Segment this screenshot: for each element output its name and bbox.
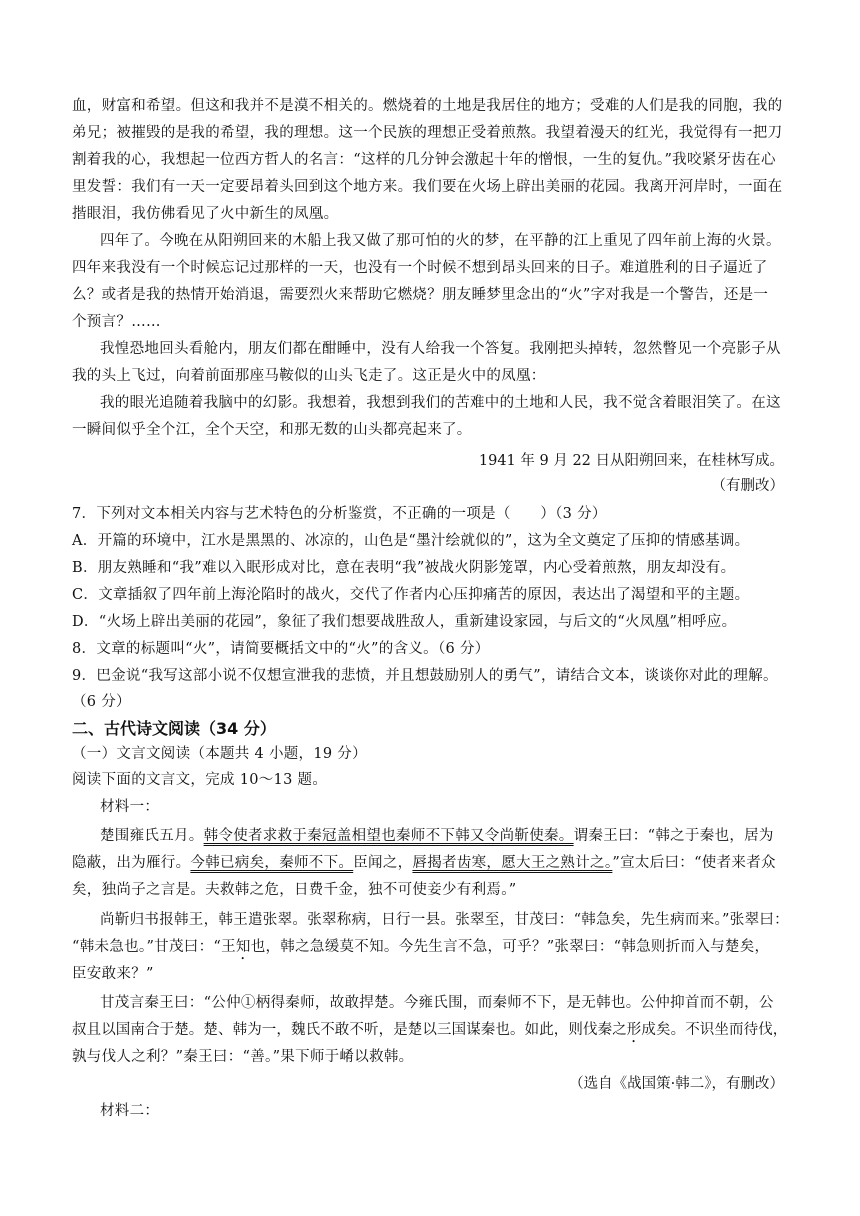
passage-line: 么？或者是我的热情开始消退，需要烈火来帮助它燃烧？朋友睡梦里念出的“火”字对我是一个警告，还是一 xyxy=(72,287,769,303)
dotted-character: 知 xyxy=(235,939,251,955)
question-7-option-c: C．文章插叙了四年前上海沦陷时的战火，交代了作者内心压抑痛苦的原因，表达出了渴望和平的主题。 xyxy=(72,587,750,603)
passage-line: 里发誓：我们有一天一定要昂着头回到这个地方来。我们要在火场上辟出美丽的花园。我离开河岸时，一面在 xyxy=(72,179,783,195)
text-segment: “韩未急也。”甘茂曰：“王 xyxy=(72,939,236,955)
material-source: （选自《战国策·韩二》，有删改） xyxy=(569,1076,784,1092)
passage-date: 1941 年 9 月 22 日从阳朔回来，在桂林写成。 xyxy=(478,453,784,469)
question-9: 9．巴金说“我写这部小说不仅想宣泄我的悲愤，并且想鼓励别人的勇气”，请结合文本，谈谈你对此的理解。 xyxy=(72,668,778,684)
passage-line: 我的眼光追随着我脑中的幻影。我想着，我想到我们的苦难中的土地和人民，我不觉含着眼泪笑了。在这 xyxy=(100,395,781,411)
classical-text-line xyxy=(72,1020,787,1040)
text-segment: 臣闻之， xyxy=(353,855,413,871)
passage-line: 一瞬间似乎全个江，全个天空，和那无数的山头都亮起来了。 xyxy=(72,422,472,438)
underlined-sentence: 韩令使者求救于秦冠盖相望也秦师不下韩又令尚靳使秦。 xyxy=(203,828,574,844)
passage-line: 我的头上飞过，向着前面那座马鞍似的山头飞走了。这正是火中的凤凰： xyxy=(72,368,546,384)
text-segment: 楚围雍氏五月。 xyxy=(100,828,204,844)
classical-text-line: 臣安敢来？” xyxy=(72,966,154,982)
subsection-title: （一）文言文阅读（本题共 4 小题，19 分） xyxy=(72,746,367,762)
dotted-character: 形 xyxy=(626,1022,642,1038)
text-segment: 叔且以国南合于楚。楚、韩为一，魏氏不敢不听，是楚以三国谋秦也。如此，则伐秦之 xyxy=(72,1022,627,1038)
passage-line: 我惶恐地回头看舱内，朋友们都在酣睡中，没有人给我一个答复。我刚把头掉转，忽然瞥见一个亮影子从 xyxy=(100,341,781,357)
passage-line: 血，财富和希望。但这和我并不是漠不相关的。燃烧着的土地是我居住的地方；受难的人们是我的同胞，我的 xyxy=(72,98,783,114)
question-7-option-b: B．朋友熟睡和“我”难以入眠形成对比，意在表明“我”被战火阴影笼罩，内心受着煎熬，朋友却没有。 xyxy=(72,560,736,576)
question-7-option-a: A．开篇的环境中，江水是黑黑的、冰凉的，山色是“墨汁绘就似的”，这为全文奠定了压抑的情感基调。 xyxy=(72,533,750,549)
classical-text-line: 矣，独尚子之言是。夫救韩之危，日费千金，独不可使妾少有利焉。” xyxy=(72,882,517,898)
instruction: 阅读下面的文言文，完成 10～13 题。 xyxy=(72,772,328,788)
text-segment: 也，韩之急缓莫不知。今先生言不急，可乎？”张翠曰：“韩急则折而入与楚矣， xyxy=(250,939,770,955)
text-segment: 隐蔽，出为雁行。 xyxy=(72,855,191,871)
text-segment: ”宣太后曰：“使者来者众 xyxy=(612,855,776,871)
passage-line: 个预言？…… xyxy=(72,314,161,330)
text-segment: 成矣。不识坐而待伐， xyxy=(641,1022,788,1038)
classical-text-line xyxy=(72,853,776,873)
question-9-score: （6 分） xyxy=(72,694,131,710)
classical-text-line: 孰与伐人之利？”秦王曰：“善。”果下师于崤以救韩。 xyxy=(72,1049,414,1065)
passage-line: 四年了。今晚在从阳朔回来的木船上我又做了那可怕的火的梦，在平静的江上重见了四年前上海的火景。 xyxy=(100,233,781,249)
text-segment: 谓秦王曰：“韩之于秦也，居为 xyxy=(573,828,774,844)
passage-line: 弟兄；被摧毁的是我的希望，我的理想。这一个民族的理想正受着煎熬。我望着漫天的红光，我觉得有一把刀 xyxy=(72,125,783,141)
passage-line: 割着我的心，我想起一位西方哲人的名言：“这样的几分钟会激起十年的憎恨，一生的复仇。”我咬紧牙齿在心 xyxy=(72,152,776,168)
passage-line: 揩眼泪，我仿佛看见了火中新生的凤凰。 xyxy=(72,206,339,222)
question-8: 8．文章的标题叫“火”，请简要概括文中的“火”的含义。（6 分） xyxy=(72,641,490,657)
classical-text-line: 甘茂言秦王曰：“公仲①柄得秦师，故敢捍楚。今雍氏围，而秦师不下，是无韩也。公仲抑首而不朝，公 xyxy=(100,995,774,1011)
question-7-option-d: D．“火场上辟出美丽的花园”，象征了我们想要战胜敌人，重新建设家园，与后文的“火凤凰”相呼应。 xyxy=(72,614,737,630)
passage-line: 四年来我没有一个时候忘记过那样的一天，也没有一个时候不想到昂头回来的日子。难道胜利的日子逼近了 xyxy=(72,260,768,276)
section-title: 二、古代诗文阅读（34 分） xyxy=(72,719,276,738)
underlined-sentence: 唇揭者齿寒，愿大王之熟计之。 xyxy=(412,855,613,871)
classical-text-line: 尚靳归书报韩王，韩王遣张翠。张翠称病，日行一县。张翠至，甘茂曰：“韩急矣，先生病而来。”张翠曰： xyxy=(100,912,789,928)
question-7-stem: 7．下列对文本相关内容与艺术特色的分析鉴赏，不正确的一项是（ ）（3 分） xyxy=(72,506,607,522)
underlined-sentence: 今韩已病矣，秦师不下。 xyxy=(190,855,354,871)
material-label: 材料二： xyxy=(100,1103,160,1119)
classical-text-line xyxy=(72,937,769,957)
classical-text-line xyxy=(100,826,774,846)
material-label: 材料一： xyxy=(100,799,160,815)
passage-note: （有删改） xyxy=(711,478,784,494)
